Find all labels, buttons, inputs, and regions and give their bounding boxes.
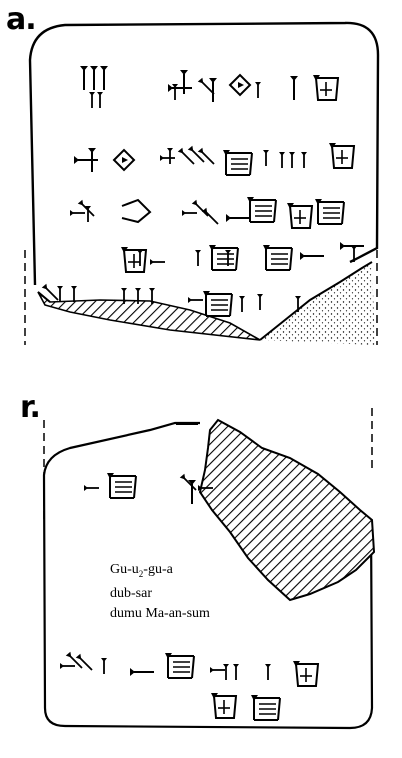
colophon-line-1: $Gu-u_2-gu-a$	[110, 562, 173, 579]
colophon-caption	[110, 560, 210, 624]
obverse-label: a.	[6, 2, 36, 37]
colophon-line-2: dub-sar	[110, 585, 152, 601]
colophon-line-3: dumu Ma-an-sum	[110, 605, 210, 621]
reverse-label: r.	[20, 390, 40, 425]
obverse-tablet	[25, 23, 378, 345]
